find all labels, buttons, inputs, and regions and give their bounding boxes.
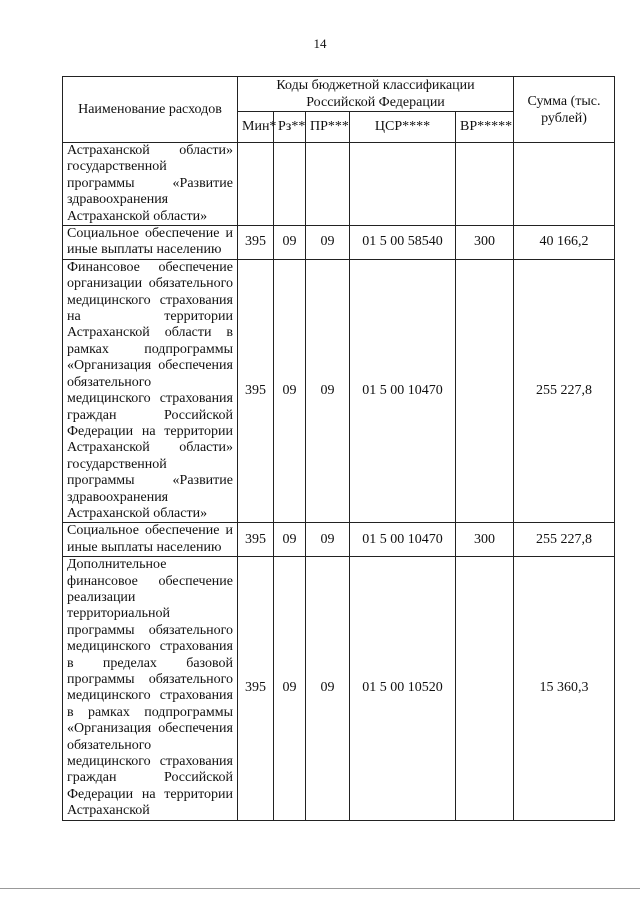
header-vr: ВР***** (456, 112, 514, 143)
table-row (63, 226, 615, 260)
row-sum (514, 143, 615, 226)
header-pr: ПР*** (306, 112, 350, 143)
table-row (63, 557, 615, 821)
header-sum: Сумма (тыс. рублей) (514, 77, 615, 143)
row-sum: 40 166,2 (514, 226, 615, 260)
row-vr (456, 557, 514, 821)
row-rz (274, 143, 306, 226)
row-vr (456, 143, 514, 226)
row-min: 395 (238, 259, 274, 523)
table-row (63, 259, 615, 523)
header-csr: ЦСР**** (350, 112, 456, 143)
row-csr: 01 5 00 58540 (350, 226, 456, 260)
row-name: Астраханской области» государственной программы «Развитие здравоохранения Астраханской области» (63, 143, 238, 226)
row-csr: 01 5 00 10470 (350, 259, 456, 523)
row-rz: 09 (274, 557, 306, 821)
row-csr: 01 5 00 10470 (350, 523, 456, 557)
row-pr (306, 143, 350, 226)
row-name: Социальное обеспечение и иные выплаты населению (63, 226, 238, 260)
row-min: 395 (238, 557, 274, 821)
row-min: 395 (238, 523, 274, 557)
table-row (63, 523, 615, 557)
header-name: Наименование расходов (63, 77, 238, 143)
row-csr: 01 5 00 10520 (350, 557, 456, 821)
row-sum: 255 227,8 (514, 523, 615, 557)
row-sum: 15 360,3 (514, 557, 615, 821)
row-rz: 09 (274, 226, 306, 260)
row-csr (350, 143, 456, 226)
row-rz: 09 (274, 259, 306, 523)
row-name: Дополнительное финансовое обеспечение реализации территориальной программы обязательного медицинского страхования в пределах базовой программы обязательного медицинского страхования в рамках подпрограммы «Организация обеспечения обязательного медицинского страхования граждан Российской Федерации на территории Астраханской (63, 557, 238, 821)
row-rz: 09 (274, 523, 306, 557)
row-sum: 255 227,8 (514, 259, 615, 523)
row-pr: 09 (306, 557, 350, 821)
header-row-top (63, 77, 615, 112)
row-min (238, 143, 274, 226)
row-name: Социальное обеспечение и иные выплаты населению (63, 523, 238, 557)
page-number: 14 (313, 36, 327, 51)
row-name: Финансовое обеспечение организации обязательного медицинского страхования на территории Астраханской области в рамках подпрограммы «Организация обеспечения обязательного медицинского страхования граждан Российской Федерации на территории Астраханской области» государственной программы «Развитие здравоохранения Астраханской области» (63, 259, 238, 523)
page-bottom-edge (0, 888, 640, 889)
budget-table (62, 76, 615, 821)
row-vr (456, 259, 514, 523)
row-vr: 300 (456, 226, 514, 260)
row-vr: 300 (456, 523, 514, 557)
row-pr: 09 (306, 226, 350, 260)
header-codes: Коды бюджетной классификации Российской Федерации (238, 77, 514, 112)
table-row (63, 143, 615, 226)
header-rz: Рз** (274, 112, 306, 143)
header-min: Мин* (238, 112, 274, 143)
row-pr: 09 (306, 259, 350, 523)
row-pr: 09 (306, 523, 350, 557)
row-min: 395 (238, 226, 274, 260)
